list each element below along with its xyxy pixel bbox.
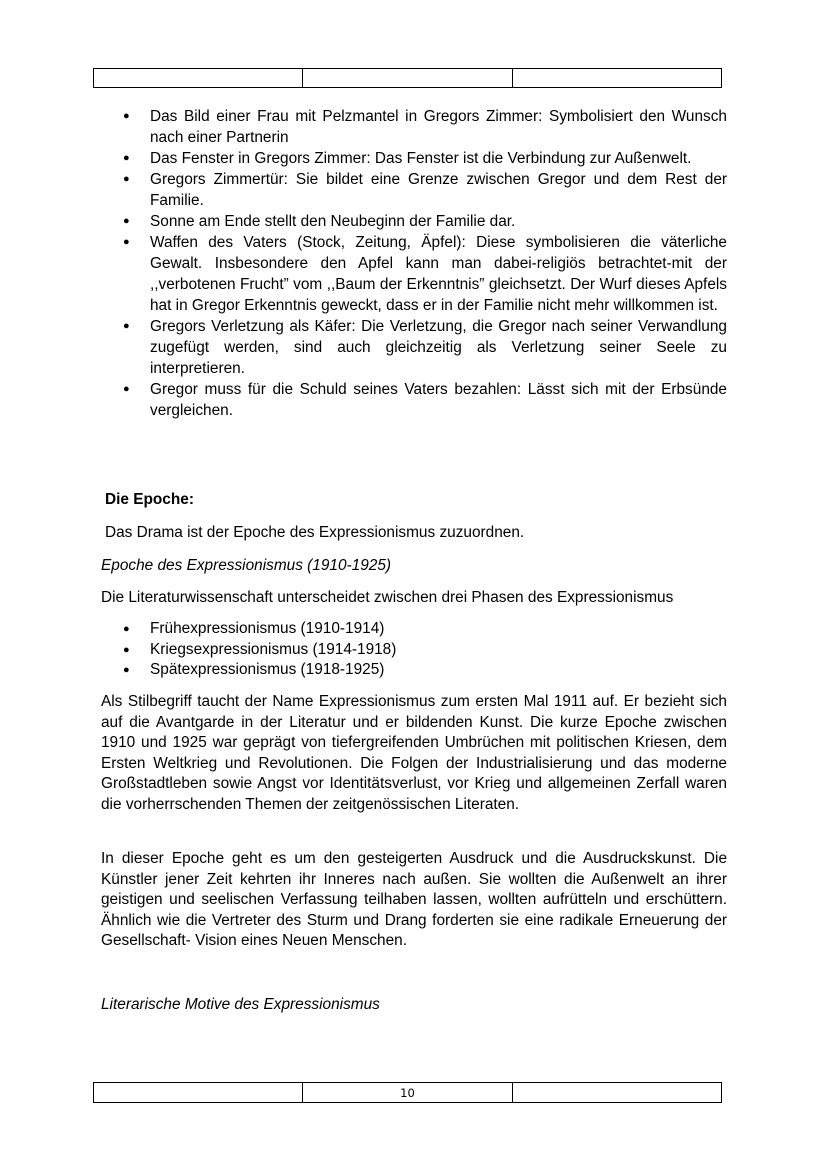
header-cell-right [512, 69, 721, 88]
list-item: ● Gregors Verletzung als Käfer: Die Verletzung, die Gregor nach seiner Verwandlung zugefügt werden, sind auch gleichzeitig als Verletzung seiner Seele zu interpretieren. [150, 316, 727, 379]
paragraph: Als Stilbegriff taucht der Name Expressionismus zum ersten Mal 1911 auf. Er bezieht sich auf die Avantgarde in der Literatur und er bildenden Kunst. Die kurze Epoche zwischen 1910 und 1925 war geprägt von tiefergreifenden Umbrüchen mit politischen Kriesen, dem Ersten Weltkrieg und Revolutionen. Die Folgen der Industrialisierung und das moderne Großstadtleben sowie Angst vor Identitätsverlust, vor Krieg und allgemeinen Zerfall waren die vorherrschenden Themen der zeitgenössischen Literaten. [101, 693, 727, 813]
phase-list [150, 619, 650, 681]
epoch-subheading: Epoche des Expressionismus (1910-1925) [101, 557, 392, 574]
footer-cell-left [94, 1083, 303, 1103]
list-item: ● Spätexpressionismus (1918-1925) [150, 660, 650, 681]
list-item: ● Das Fenster in Gregors Zimmer: Das Fenster ist die Verbindung zur Außenwelt. [150, 148, 727, 169]
symbol-list [150, 106, 727, 421]
list-item: ● Kriegsexpressionismus (1914-1918) [150, 640, 650, 661]
list-item: ● Frühexpressionismus (1910-1914) [150, 619, 650, 640]
header-cell-left [94, 69, 303, 88]
header-table [93, 68, 722, 88]
list-item: ● Das Bild einer Frau mit Pelzmantel in Gregors Zimmer: Symbolisiert den Wunsch nach einer Partnerin [150, 106, 727, 148]
list-item: ● Waffen des Vaters (Stock, Zeitung, Äpfel): Diese symbolisieren die väterliche Gewalt. Insbesondere den Apfel kann man dabei-religiös betrachtet-mit der ,,verbotenen Frucht” vom ,,Baum der Erkenntnis” gleichsetzt. Der Wurf dieses Apfels hat in Gregor Erkenntnis geweckt, dass er in der Familie nicht mehr willkommen ist. [150, 232, 727, 316]
page-number: 10 [303, 1083, 512, 1103]
section-heading: Die Epoche: [105, 491, 194, 508]
footer-table [93, 1082, 722, 1103]
footer-cell-right [512, 1083, 721, 1103]
list-item: ● Gregors Zimmertür: Sie bildet eine Grenze zwischen Gregor und dem Rest der Familie. [150, 169, 727, 211]
list-item: ● Gregor muss für die Schuld seines Vaters bezahlen: Lässt sich mit der Erbsünde vergleichen. [150, 379, 727, 421]
motifs-heading: Literarische Motive des Expressionismus [101, 996, 380, 1013]
paragraph: In dieser Epoche geht es um den gesteigerten Ausdruck und die Ausdruckskunst. Die Künstler jener Zeit kehrten ihr Inneres nach außen. Sie wollten die Außenwelt an ihrer geistigen und seelischen Verfassung teilhaben lassen, wollten aufrütteln und erschüttern. Ähnlich wie die Vertreter des Sturm und Drang forderten sie eine radikale Erneuerung der Gesellschaft- Vision eines Neuen Menschen. [101, 850, 727, 950]
phases-intro: Die Literaturwissenschaft unterscheidet zwischen drei Phasen des Expressionismus [101, 589, 674, 606]
list-item: ● Sonne am Ende stellt den Neubeginn der Familie dar. [150, 211, 727, 232]
header-cell-center [303, 69, 512, 88]
epoch-intro: Das Drama ist der Epoche des Expressionismus zuzuordnen. [105, 524, 525, 541]
